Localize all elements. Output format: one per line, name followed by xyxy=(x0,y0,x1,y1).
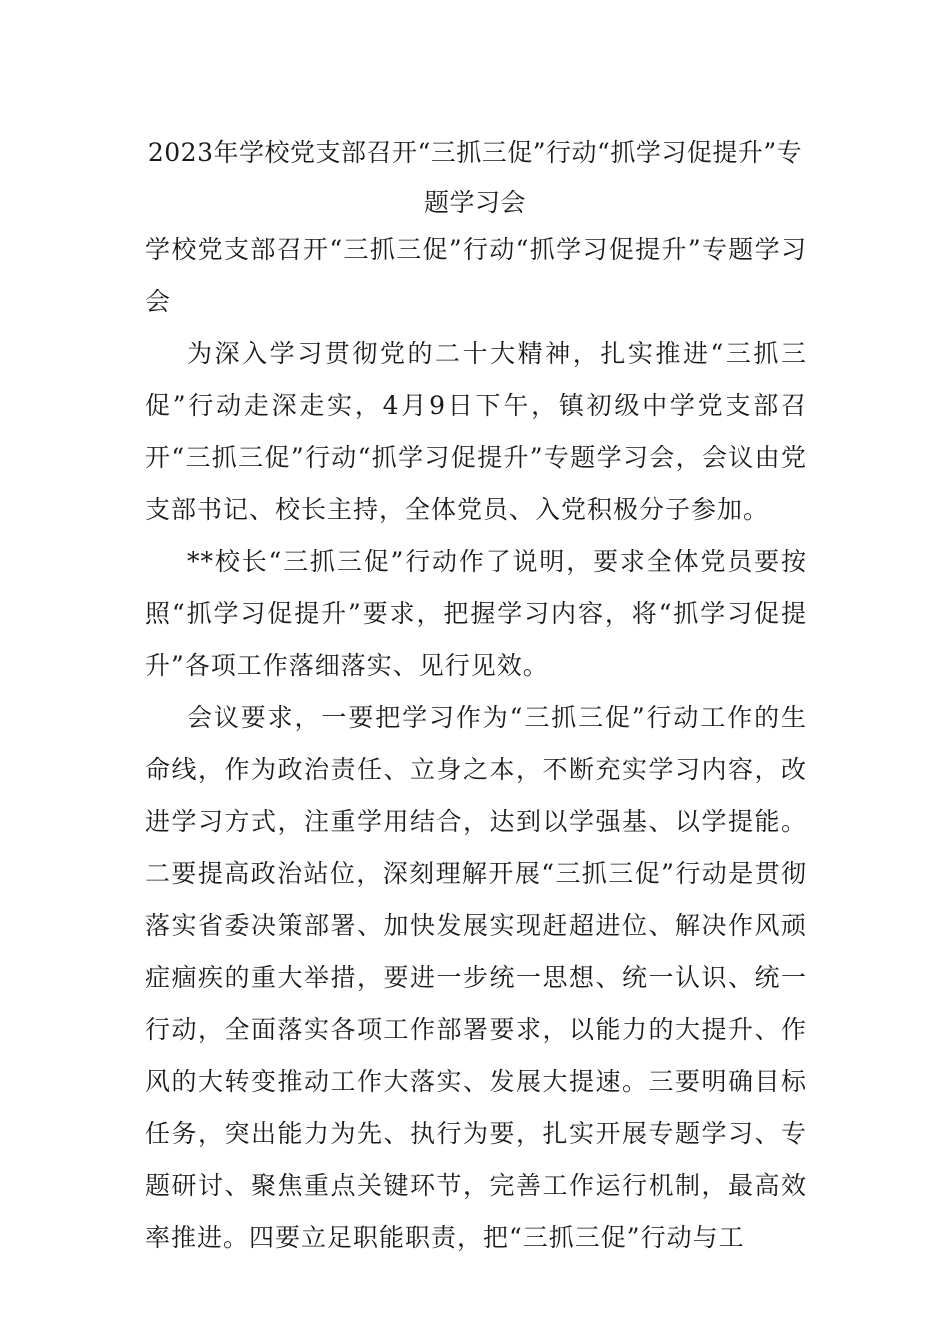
paragraph-1: 为深入学习贯彻党的二十大精神，扎实推进“三抓三促”行动走深走实，4月9日下午，镇初级中学党支部召开“三抓三促”行动“抓学习促提升”专题学习会，会议由党支部书记、校长主持，全体党员、入党积极分子参加。 xyxy=(145,339,807,524)
document-title: 2023年学校党支部召开“三抓三促”行动“抓学习促提升”专题学习会 xyxy=(147,138,803,217)
paragraph-3: 会议要求，一要把学习作为“三抓三促”行动工作的生命线，作为政治责任、立身之本，不断充实学习内容，改进学习方式，注重学用结合，达到以学强基、以学提能。二要提高政治站位，深刻理解开展“三抓三促”行动是贯彻落实省委决策部署、加快发展实现赶超进位、解决作风顽症痼疾的重大举措，要进一步统一思想、统一认识、统一行动，全面落实各项工作部署要求，以能力的大提升、作风的大转变推动工作大落实、发展大提速。三要明确目标任务，突出能力为先、执行为要，扎实开展专题学习、专题研讨、聚焦重点关键环节，完善工作运行机制，最高效率推进。四要立足职能职责，把“三抓三促”行动与工 xyxy=(145,703,807,1252)
document-body xyxy=(145,224,807,1264)
document-subtitle: 学校党支部召开“三抓三促”行动“抓学习促提升”专题学习会 xyxy=(145,235,807,316)
paragraph-2: **校长“三抓三促”行动作了说明，要求全体党员要按照“抓学习促提升”要求，把握学习内容，将“抓学习促提升”各项工作落细落实、见行见效。 xyxy=(145,547,807,680)
